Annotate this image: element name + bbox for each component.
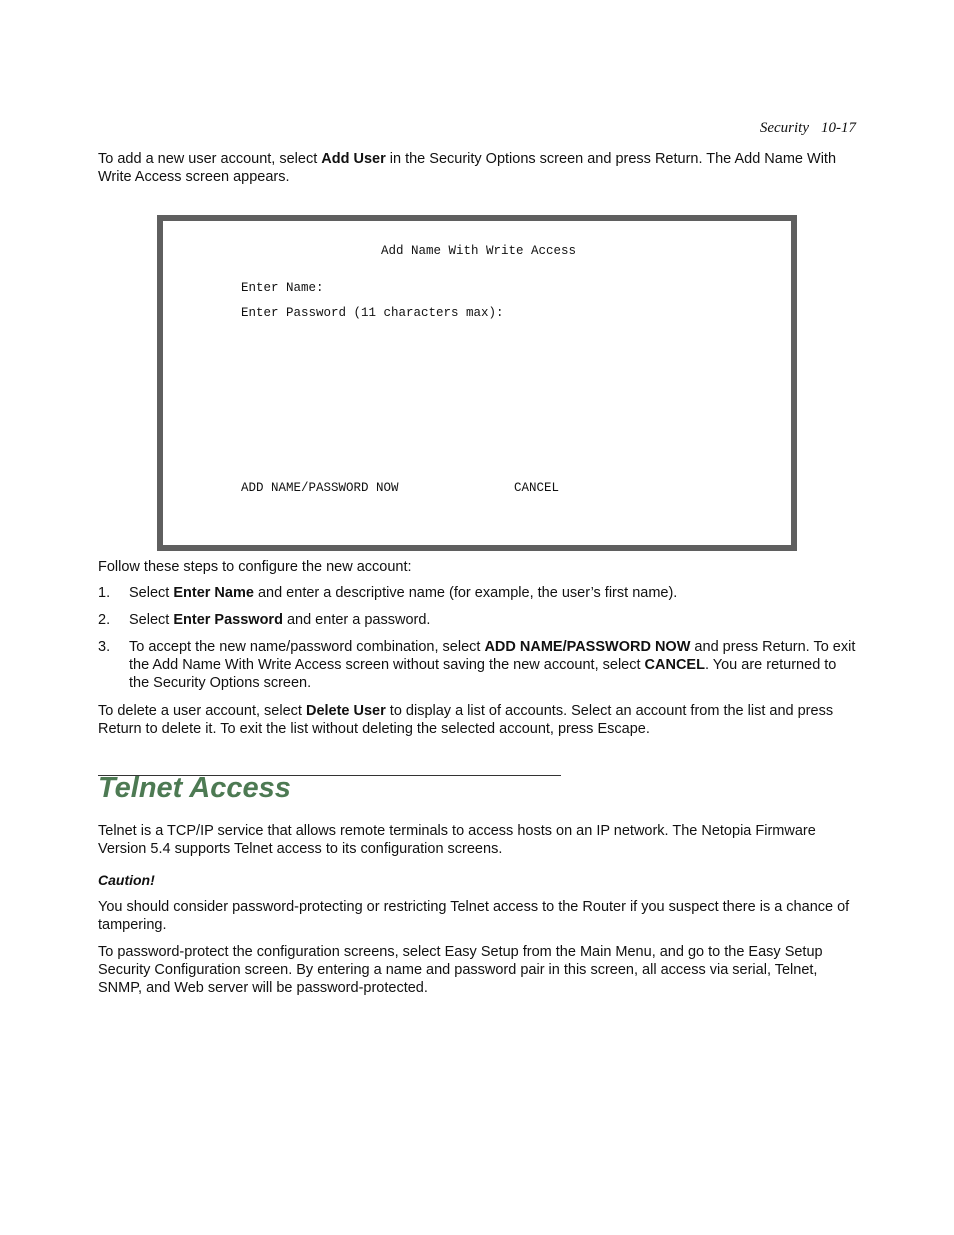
step-text: To accept the new name/password combination, select — [129, 639, 485, 655]
step-bold-2: CANCEL — [644, 657, 705, 673]
step-text-end: and enter a descriptive name (for example, the user’s first name). — [253, 585, 678, 601]
screen-title: Add Name With Write Access — [381, 244, 577, 258]
caution-label: Caution! — [98, 872, 155, 888]
step-text: Select — [129, 585, 174, 601]
step-text-end: . You are returned to the Security Options screen. — [129, 657, 837, 691]
section-title: Telnet Access — [98, 772, 291, 804]
terminal-screen — [157, 215, 797, 551]
step-number: 1. — [98, 585, 111, 601]
intro-paragraph — [98, 150, 858, 186]
list-item — [98, 638, 858, 692]
step-number: 2. — [98, 612, 111, 628]
steps-list — [98, 584, 858, 701]
step-bold: ADD NAME/PASSWORD NOW — [484, 639, 691, 655]
delete-bold: Delete User — [305, 703, 386, 719]
intro-text-end: in the Security Options screen and press Return. The Add Name With Write Access screen appears. — [98, 151, 837, 185]
step-number: 3. — [98, 639, 111, 655]
step-text-end: and enter a password. — [282, 612, 431, 628]
delete-paragraph — [98, 702, 858, 738]
step-text-mid: and press Return. To exit the Add Name With Write Access screen without saving the new account, select — [129, 639, 856, 673]
list-item — [98, 611, 858, 629]
steps-intro: Follow these steps to configure the new account: — [98, 559, 412, 575]
running-header — [760, 120, 856, 137]
step-text: Select — [129, 612, 174, 628]
intro-text: To add a new user account, select — [98, 151, 322, 167]
final-paragraph: To password-protect the configuration screens, select Easy Setup from the Main Menu, and go to the Easy Setup Security Configuration screen. By entering a name and password pair in this screen, all access via serial, Telnet, SNMP, and Web server will be password-protected. — [98, 944, 823, 996]
add-name-password-now-button[interactable]: ADD NAME/PASSWORD NOW — [241, 481, 399, 495]
cancel-button[interactable]: CANCEL — [514, 481, 560, 495]
enter-name-field[interactable]: Enter Name: — [241, 281, 324, 295]
header-page-number: 10-17 — [821, 120, 856, 136]
step-bold: Enter Password — [173, 612, 283, 628]
step-bold: Enter Name — [173, 585, 254, 601]
list-item — [98, 584, 858, 602]
telnet-paragraph: Telnet is a TCP/IP service that allows remote terminals to access hosts on an IP network. The Netopia Firmware Version 5.4 supports Telnet access to its configuration screens. — [98, 823, 816, 857]
delete-text-end: to display a list of accounts. Select an account from the list and press Return to delete it. To exit the list without deleting the selected account, press Escape. — [98, 703, 834, 737]
delete-text: To delete a user account, select — [98, 703, 306, 719]
caution-paragraph: You should consider password-protecting or restricting Telnet access to the Router if you suspect there is a chance of tampering. — [98, 899, 850, 933]
intro-bold: Add User — [321, 151, 386, 167]
enter-password-field[interactable]: Enter Password (11 characters max): — [241, 306, 504, 320]
header-section: Security — [759, 120, 809, 136]
